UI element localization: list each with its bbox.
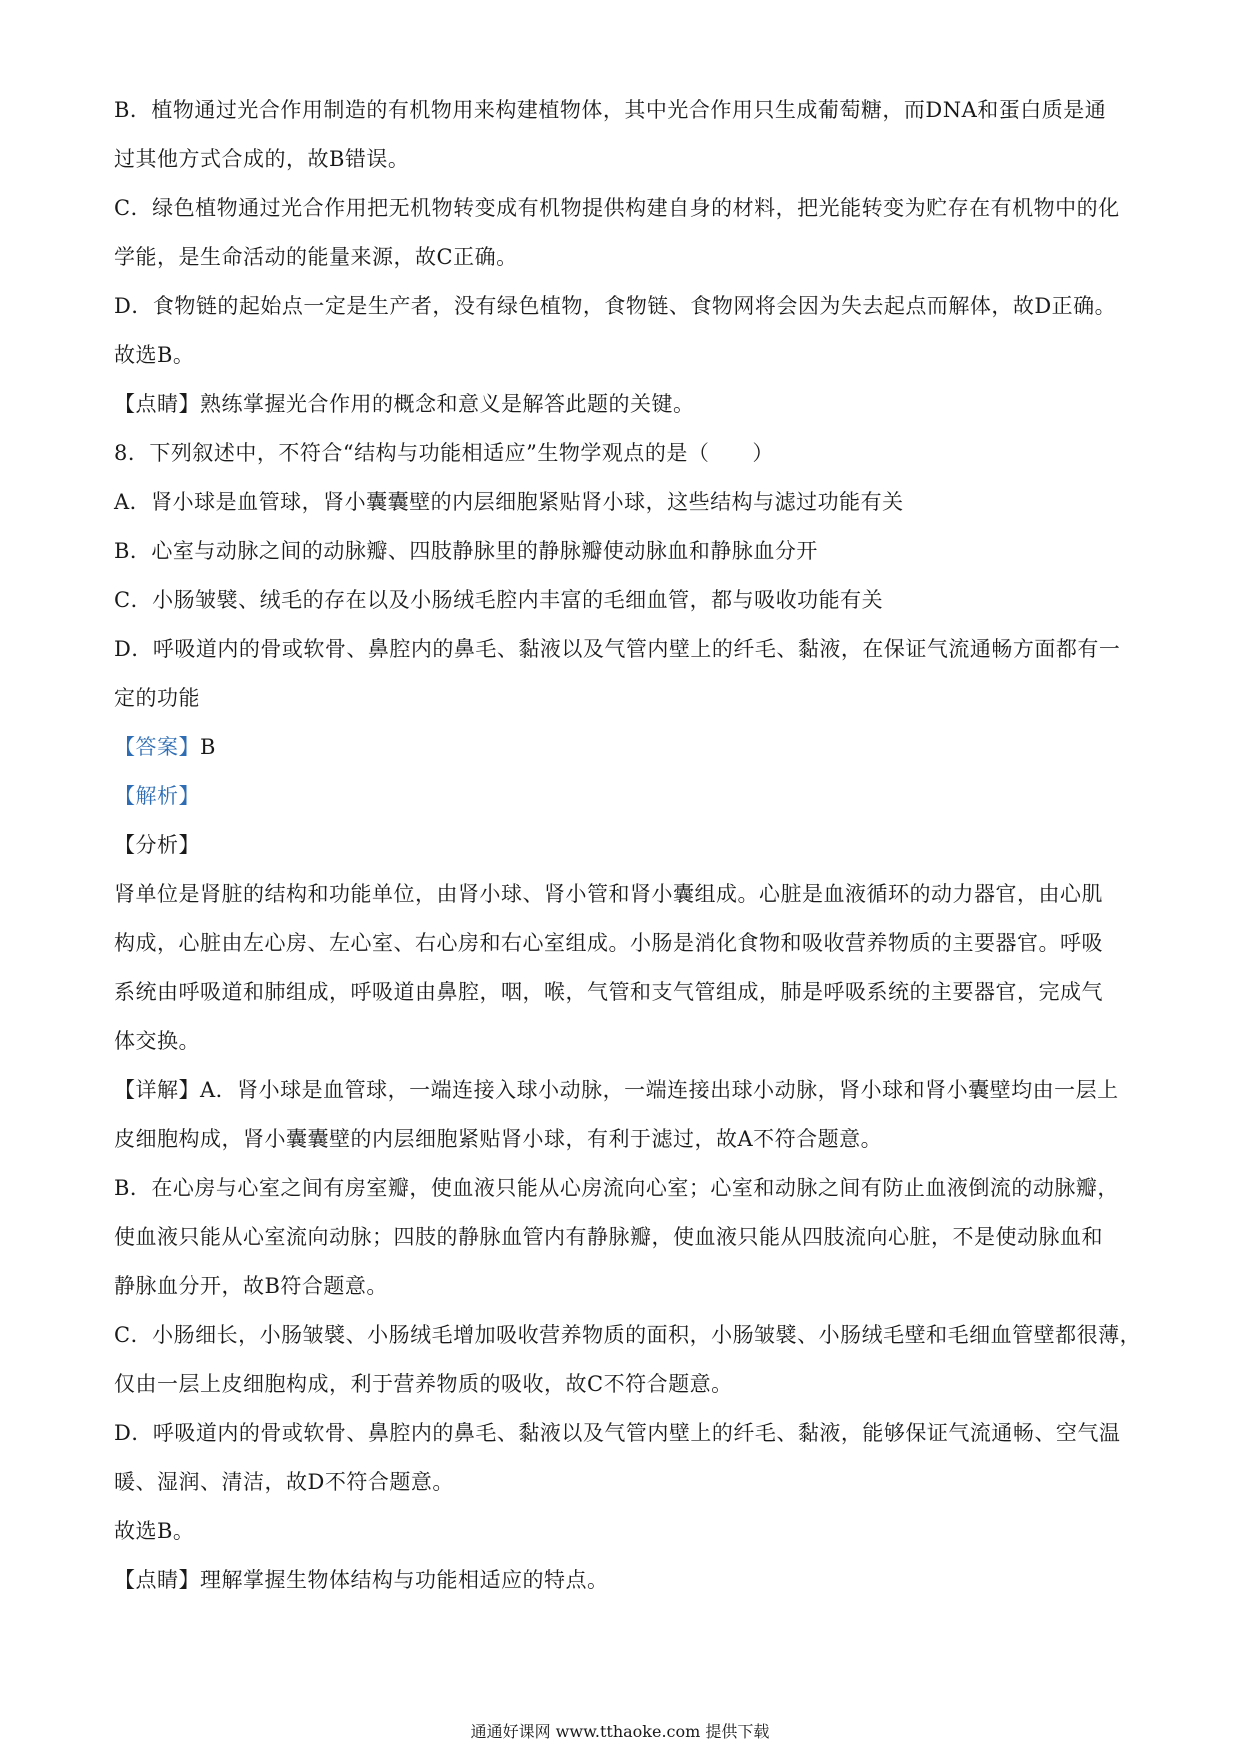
question-option-d-line-1: D．呼吸道内的骨或软骨、鼻腔内的鼻毛、黏液以及气管内壁上的纤毛、黏液，在保证气流通畅方面都有一 (114, 637, 1121, 661)
question-stem: 8．下列叙述中，不符合“结构与功能相适应”生物学观点的是（ ） (114, 441, 774, 465)
page-footer: 通通好课网 www.tthaoke.com 提供下载 (470, 1722, 770, 1741)
prev-conclusion: 故选B。 (114, 343, 195, 367)
fenxi-label: 【分析】 (114, 833, 200, 857)
detail-a-line-2: 皮细胞构成，肾小囊囊壁的内层细胞紧贴肾小球，有利于滤过，故A不符合题意。 (114, 1127, 883, 1151)
detail-d-line-2: 暖、湿润、清洁，故D不符合题意。 (114, 1470, 454, 1494)
detail-d-line-1: D．呼吸道内的骨或软骨、鼻腔内的鼻毛、黏液以及气管内壁上的纤毛、黏液，能够保证气流通畅、空气温 (114, 1421, 1121, 1445)
fenxi-line-2: 构成，心脏由左心房、左心室、右心房和右心室组成。小肠是消化食物和吸收营养物质的主要器官。呼吸 (114, 931, 1103, 955)
detail-a-line-1: 【详解】A．肾小球是血管球，一端连接入球小动脉，一端连接出球小动脉，肾小球和肾小囊壁均由一层上 (114, 1078, 1119, 1102)
detail-conclusion: 故选B。 (114, 1519, 195, 1543)
fenxi-line-1: 肾单位是肾脏的结构和功能单位，由肾小球、肾小管和肾小囊组成。心脏是血液循环的动力器官，由心肌 (114, 882, 1103, 906)
detail-comment: 【点睛】理解掌握生物体结构与功能相适应的特点。 (114, 1568, 609, 1592)
answer-label: 【答案】 (114, 735, 200, 759)
detail-c-line-1: C．小肠细长，小肠皱襞、小肠绒毛增加吸收营养物质的面积，小肠皱襞、小肠绒毛壁和毛细血管壁都很薄， (114, 1323, 1142, 1347)
prev-option-c-line-2: 学能，是生命活动的能量来源，故C正确。 (114, 245, 518, 269)
question-option-a: A．肾小球是血管球，肾小囊囊壁的内层细胞紧贴肾小球，这些结构与滤过功能有关 (114, 490, 904, 514)
detail-b-line-2: 使血液只能从心室流向动脉；四肢的静脉血管内有静脉瓣，使血液只能从四肢流向心脏，不是使动脉血和 (114, 1225, 1103, 1249)
prev-option-d-line: D．食物链的起始点一定是生产者，没有绿色植物，食物链、食物网将会因为失去起点而解体，故D正确。 (114, 294, 1117, 318)
question-option-b: B．心室与动脉之间的动脉瓣、四肢静脉里的静脉瓣使动脉血和静脉血分开 (114, 539, 818, 563)
answer-line (114, 735, 1130, 759)
answer-value: B (200, 735, 216, 759)
prev-option-c-line-1: C．绿色植物通过光合作用把无机物转变成有机物提供构建自身的材料，把光能转变为贮存在有机物中的化 (114, 196, 1120, 220)
fenxi-line-3: 系统由呼吸道和肺组成，呼吸道由鼻腔，咽，喉，气管和支气管组成，肺是呼吸系统的主要器官，完成气 (114, 980, 1103, 1004)
detail-c-line-2: 仅由一层上皮细胞构成，利于营养物质的吸收，故C不符合题意。 (114, 1372, 733, 1396)
detail-b-line-1: B．在心房与心室之间有房室瓣，使血液只能从心房流向心室；心室和动脉之间有防止血液倒流的动脉瓣， (114, 1176, 1119, 1200)
question-option-d-line-2: 定的功能 (114, 686, 200, 710)
prev-option-b-line-1: B．植物通过光合作用制造的有机物用来构建植物体，其中光合作用只生成葡萄糖，而DNA和蛋白质是通 (114, 98, 1107, 122)
question-option-c: C．小肠皱襞、绒毛的存在以及小肠绒毛腔内丰富的毛细血管，都与吸收功能有关 (114, 588, 884, 612)
prev-option-b-line-2: 过其他方式合成的，故B错误。 (114, 147, 410, 171)
page-content (114, 98, 1142, 1592)
detail-b-line-3: 静脉血分开，故B符合题意。 (114, 1274, 388, 1298)
analysis-label: 【解析】 (114, 784, 200, 808)
fenxi-line-4: 体交换。 (114, 1029, 200, 1053)
prev-comment: 【点睛】熟练掌握光合作用的概念和意义是解答此题的关键。 (114, 392, 695, 416)
